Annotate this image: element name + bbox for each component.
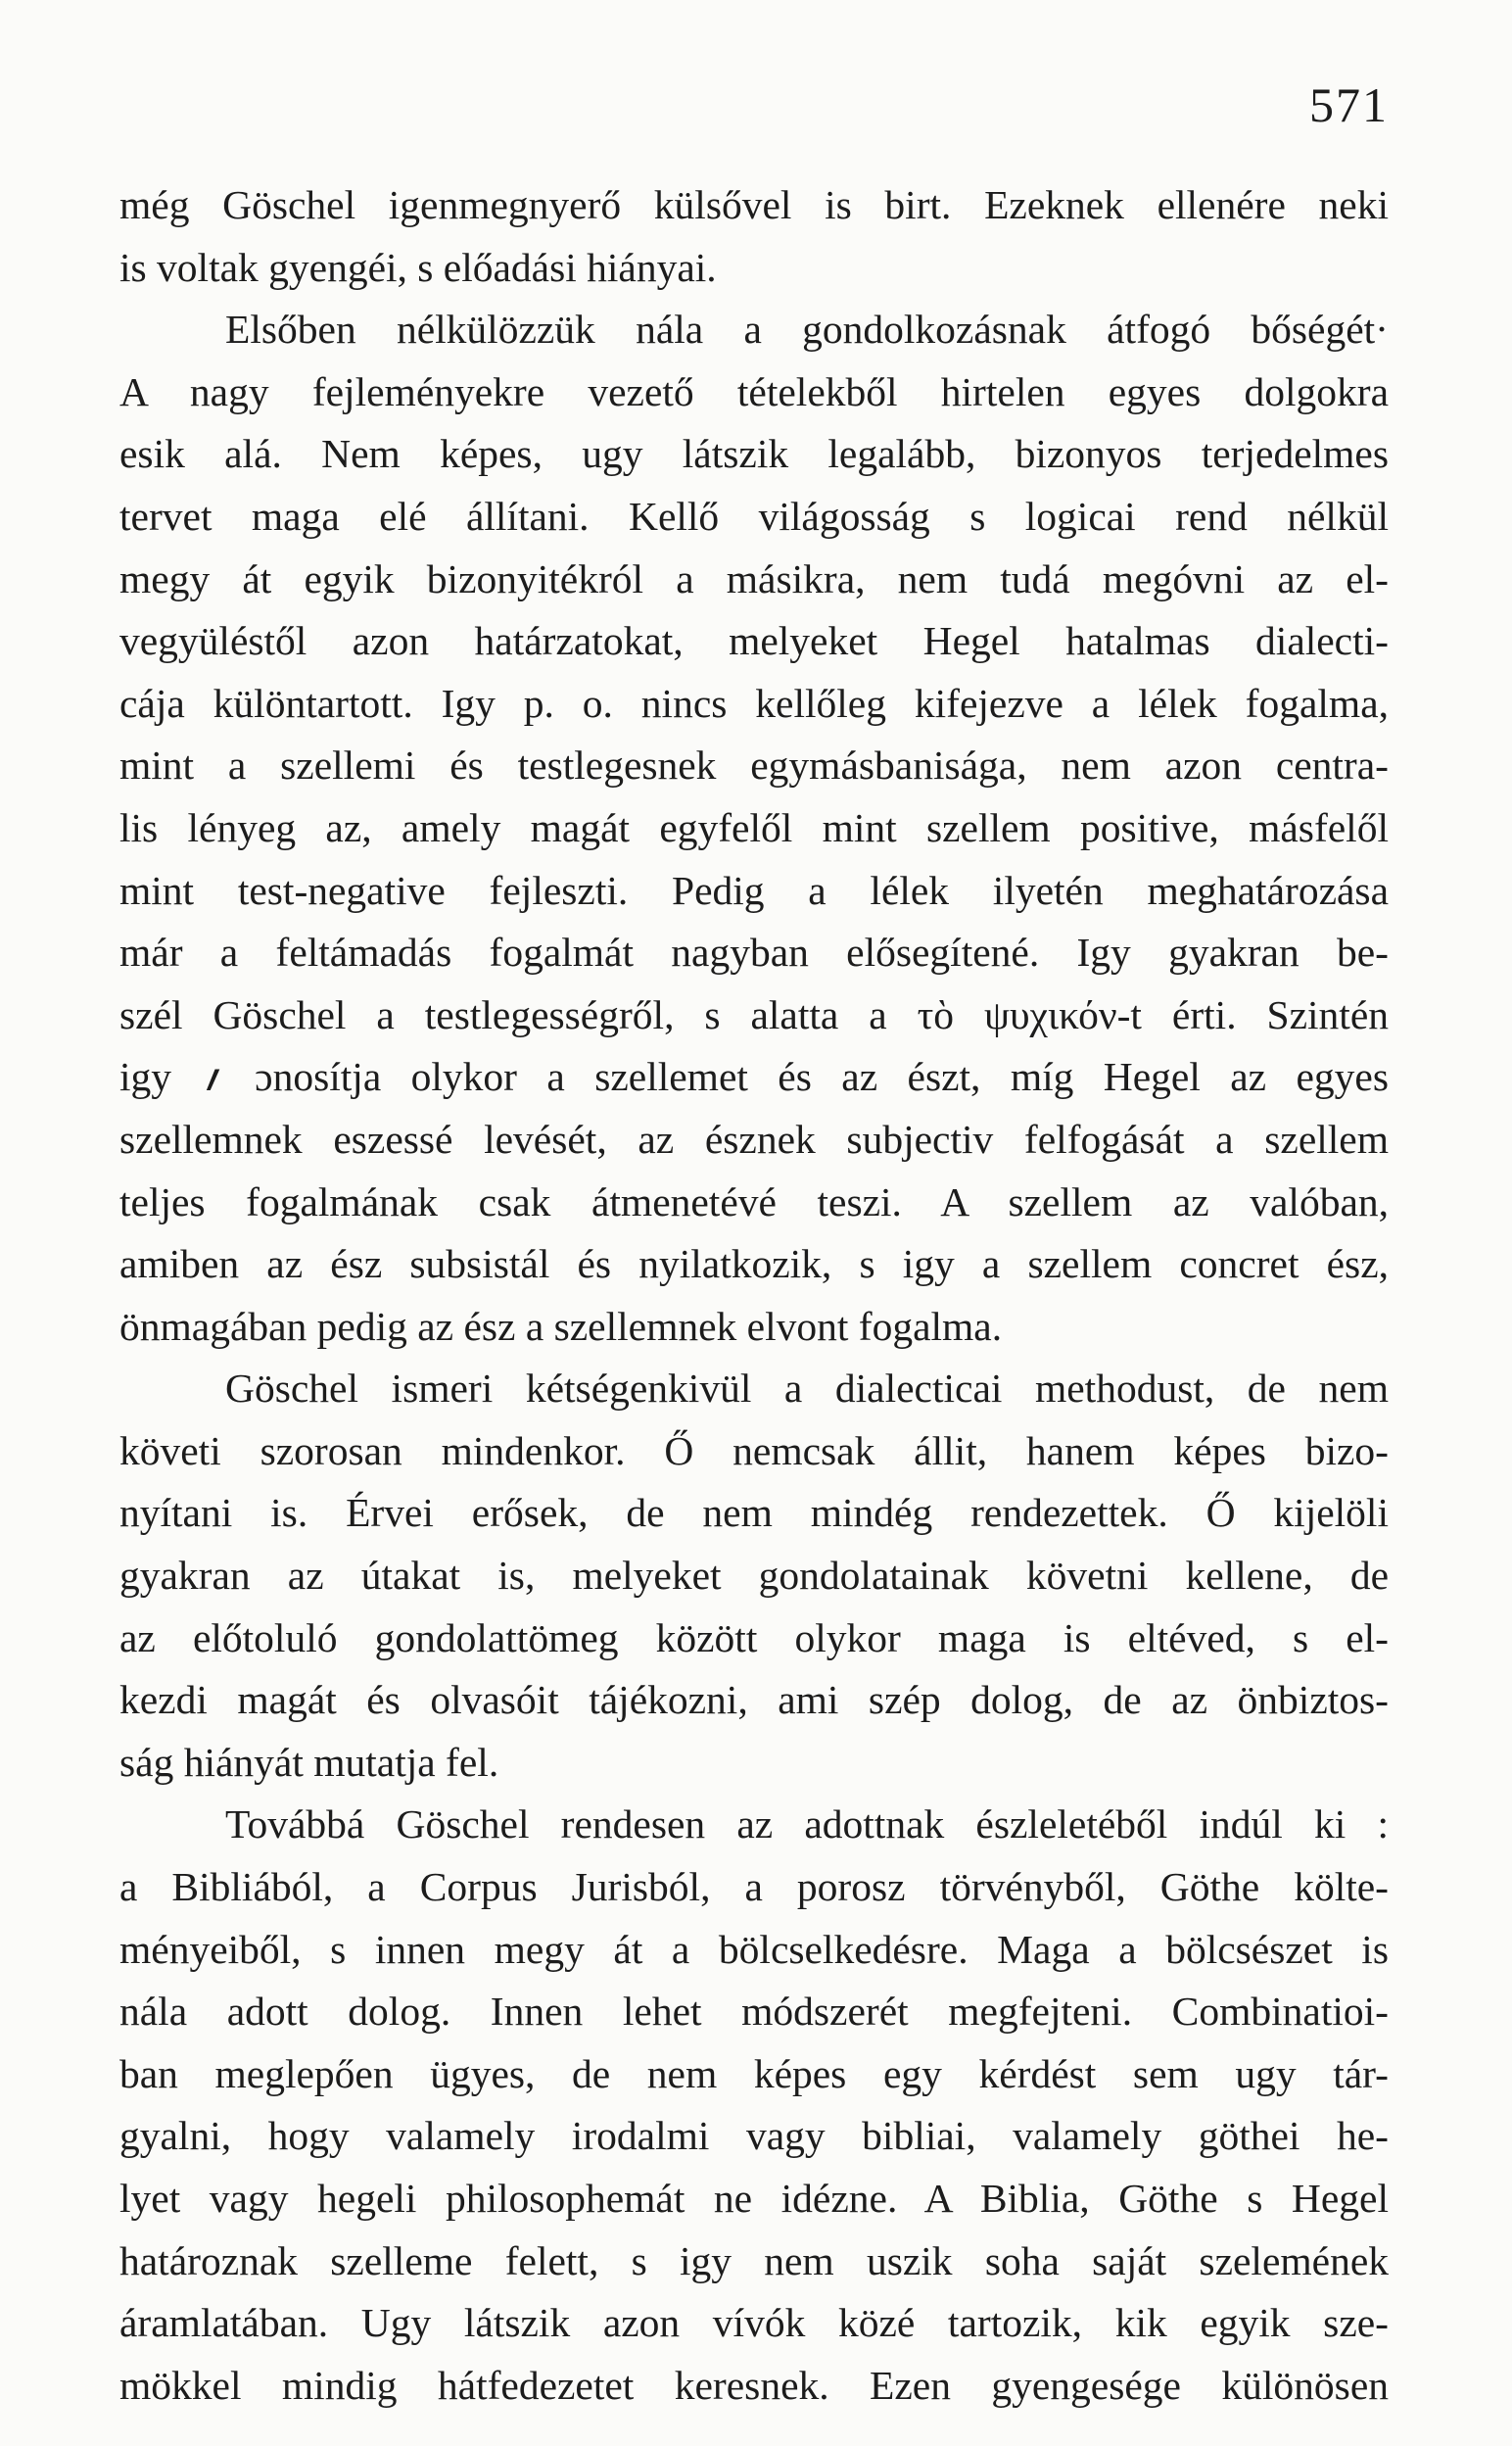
paragraph [119,1358,1389,1794]
text-line: esik alá. Nem képes, ugy látszik legalább, bizonyos terjedelmes [119,431,1389,477]
text-line: ban meglepően ügyes, de nem képes egy kérdést sem ugy tár- [119,2050,1389,2096]
text-line: is voltak gyengéi, s előadási hiányai. [119,244,717,290]
text-line: lis lényeg az, amely magát egyfelől mint szellem positive, másfelől [119,804,1389,850]
text-line: az előtoluló gondolattömeg között olykor maga is eltéved, s el- [119,1614,1389,1660]
text-body [119,174,1389,2417]
text-line: áramlatában. Ugy látszik azon vívók közé tartozik, kik egyik sze- [119,2300,1389,2346]
text-line: amiben az ész subsistál és nyilatkozik, s igy a szellem concret ész, [119,1241,1389,1287]
text-line: ság hiányát mutatja fel. [119,1739,499,1785]
text-line: cája különtartott. Igy p. o. nincs kellőleg kifejezve a lélek fogalma, [119,680,1389,726]
text-line: mökkel mindig hátfedezetet keresnek. Ezen gyengesége különösen [119,2362,1389,2408]
text-line: Göschel ismeri kétségenkivül a dialecticai methodust, de nem [225,1366,1389,1412]
text-line: határoznak szelleme felett, s igy nem uszik soha saját szelemének [119,2237,1389,2283]
text-line: megy át egyik bizonyitékról a másikra, nem tudá megóvni az el- [119,555,1389,601]
text-line: a Bibliából, a Corpus Jurisból, a porosz törvényből, Göthe költe- [119,1864,1389,1910]
text-line: tervet maga elé állítani. Kellő világosság s logicai rend nélkül [119,493,1389,539]
text-line: szél Göschel a testlegességről, s alatta a τὸ ψυχικόν-t érti. Szintén [119,991,1389,1037]
text-line: még Göschel igenmegnyerő külsővel is birt. Ezeknek ellenére neki [119,182,1389,227]
text-line: ményeiből, s innen megy át a bölcselkedésre. Maga a bölcsészet is [119,1926,1389,1972]
text-line: mint a szellemi és testlegesnek egymásbanisága, nem azon centra- [119,743,1389,789]
text-line: mint test-negative fejleszti. Pedig a lélek ilyetén meghatározása [119,867,1389,913]
text-line: szellemnek eszessé levését, az észnek subjectiv felfogását a szellem [119,1116,1389,1162]
text-line: A nagy fejleményekre vezető tételekből hirtelen egyes dolgokra [119,368,1389,414]
text-line: igy ؍ ɔnosítja olykor a szellemet és az észt, míg Hegel az egyes [119,1054,1389,1100]
text-line: önmagában pedig az ész a szellemnek elvont fogalma. [119,1303,1003,1349]
text-line: Továbbá Göschel rendesen az adottnak észleletéből indúl ki : [225,1801,1389,1847]
text-line: már a feltámadás fogalmát nagyban elősegítené. Igy gyakran be- [119,930,1389,976]
text-line: követi szorosan mindenkor. Ő nemcsak állit, hanem képes bizo- [119,1427,1389,1473]
text-line: nála adott dolog. Innen lehet módszerét megfejteni. Combinatioi- [119,1989,1389,2035]
text-line: lyet vagy hegeli philosophemát ne idézne. A Biblia, Göthe s Hegel [119,2176,1389,2221]
page-number: 571 [1309,77,1389,132]
text-line: vegyüléstől azon határzatokat, melyeket Hegel hatalmas dialecti- [119,618,1389,664]
text-line: nyítani is. Érvei erősek, de nem mindég rendezettek. Ő kijelöli [119,1490,1389,1536]
paragraph [119,174,1389,299]
text-line: Elsőben nélkülözzük nála a gondolkozásnak átfogó bőségét· [225,307,1389,353]
paragraph [119,299,1389,1358]
text-line: kezdi magát és olvasóit tájékozni, ami szép dolog, de az önbiztos- [119,1677,1389,1723]
text-line: gyakran az útakat is, melyeket gondolatainak követni kellene, de [119,1553,1389,1599]
text-line: teljes fogalmának csak átmenetévé teszi. A szellem az valóban, [119,1178,1389,1224]
text-line: gyalni, hogy valamely irodalmi vagy bibliai, valamely göthei he- [119,2113,1389,2159]
paragraph [119,1794,1389,2417]
